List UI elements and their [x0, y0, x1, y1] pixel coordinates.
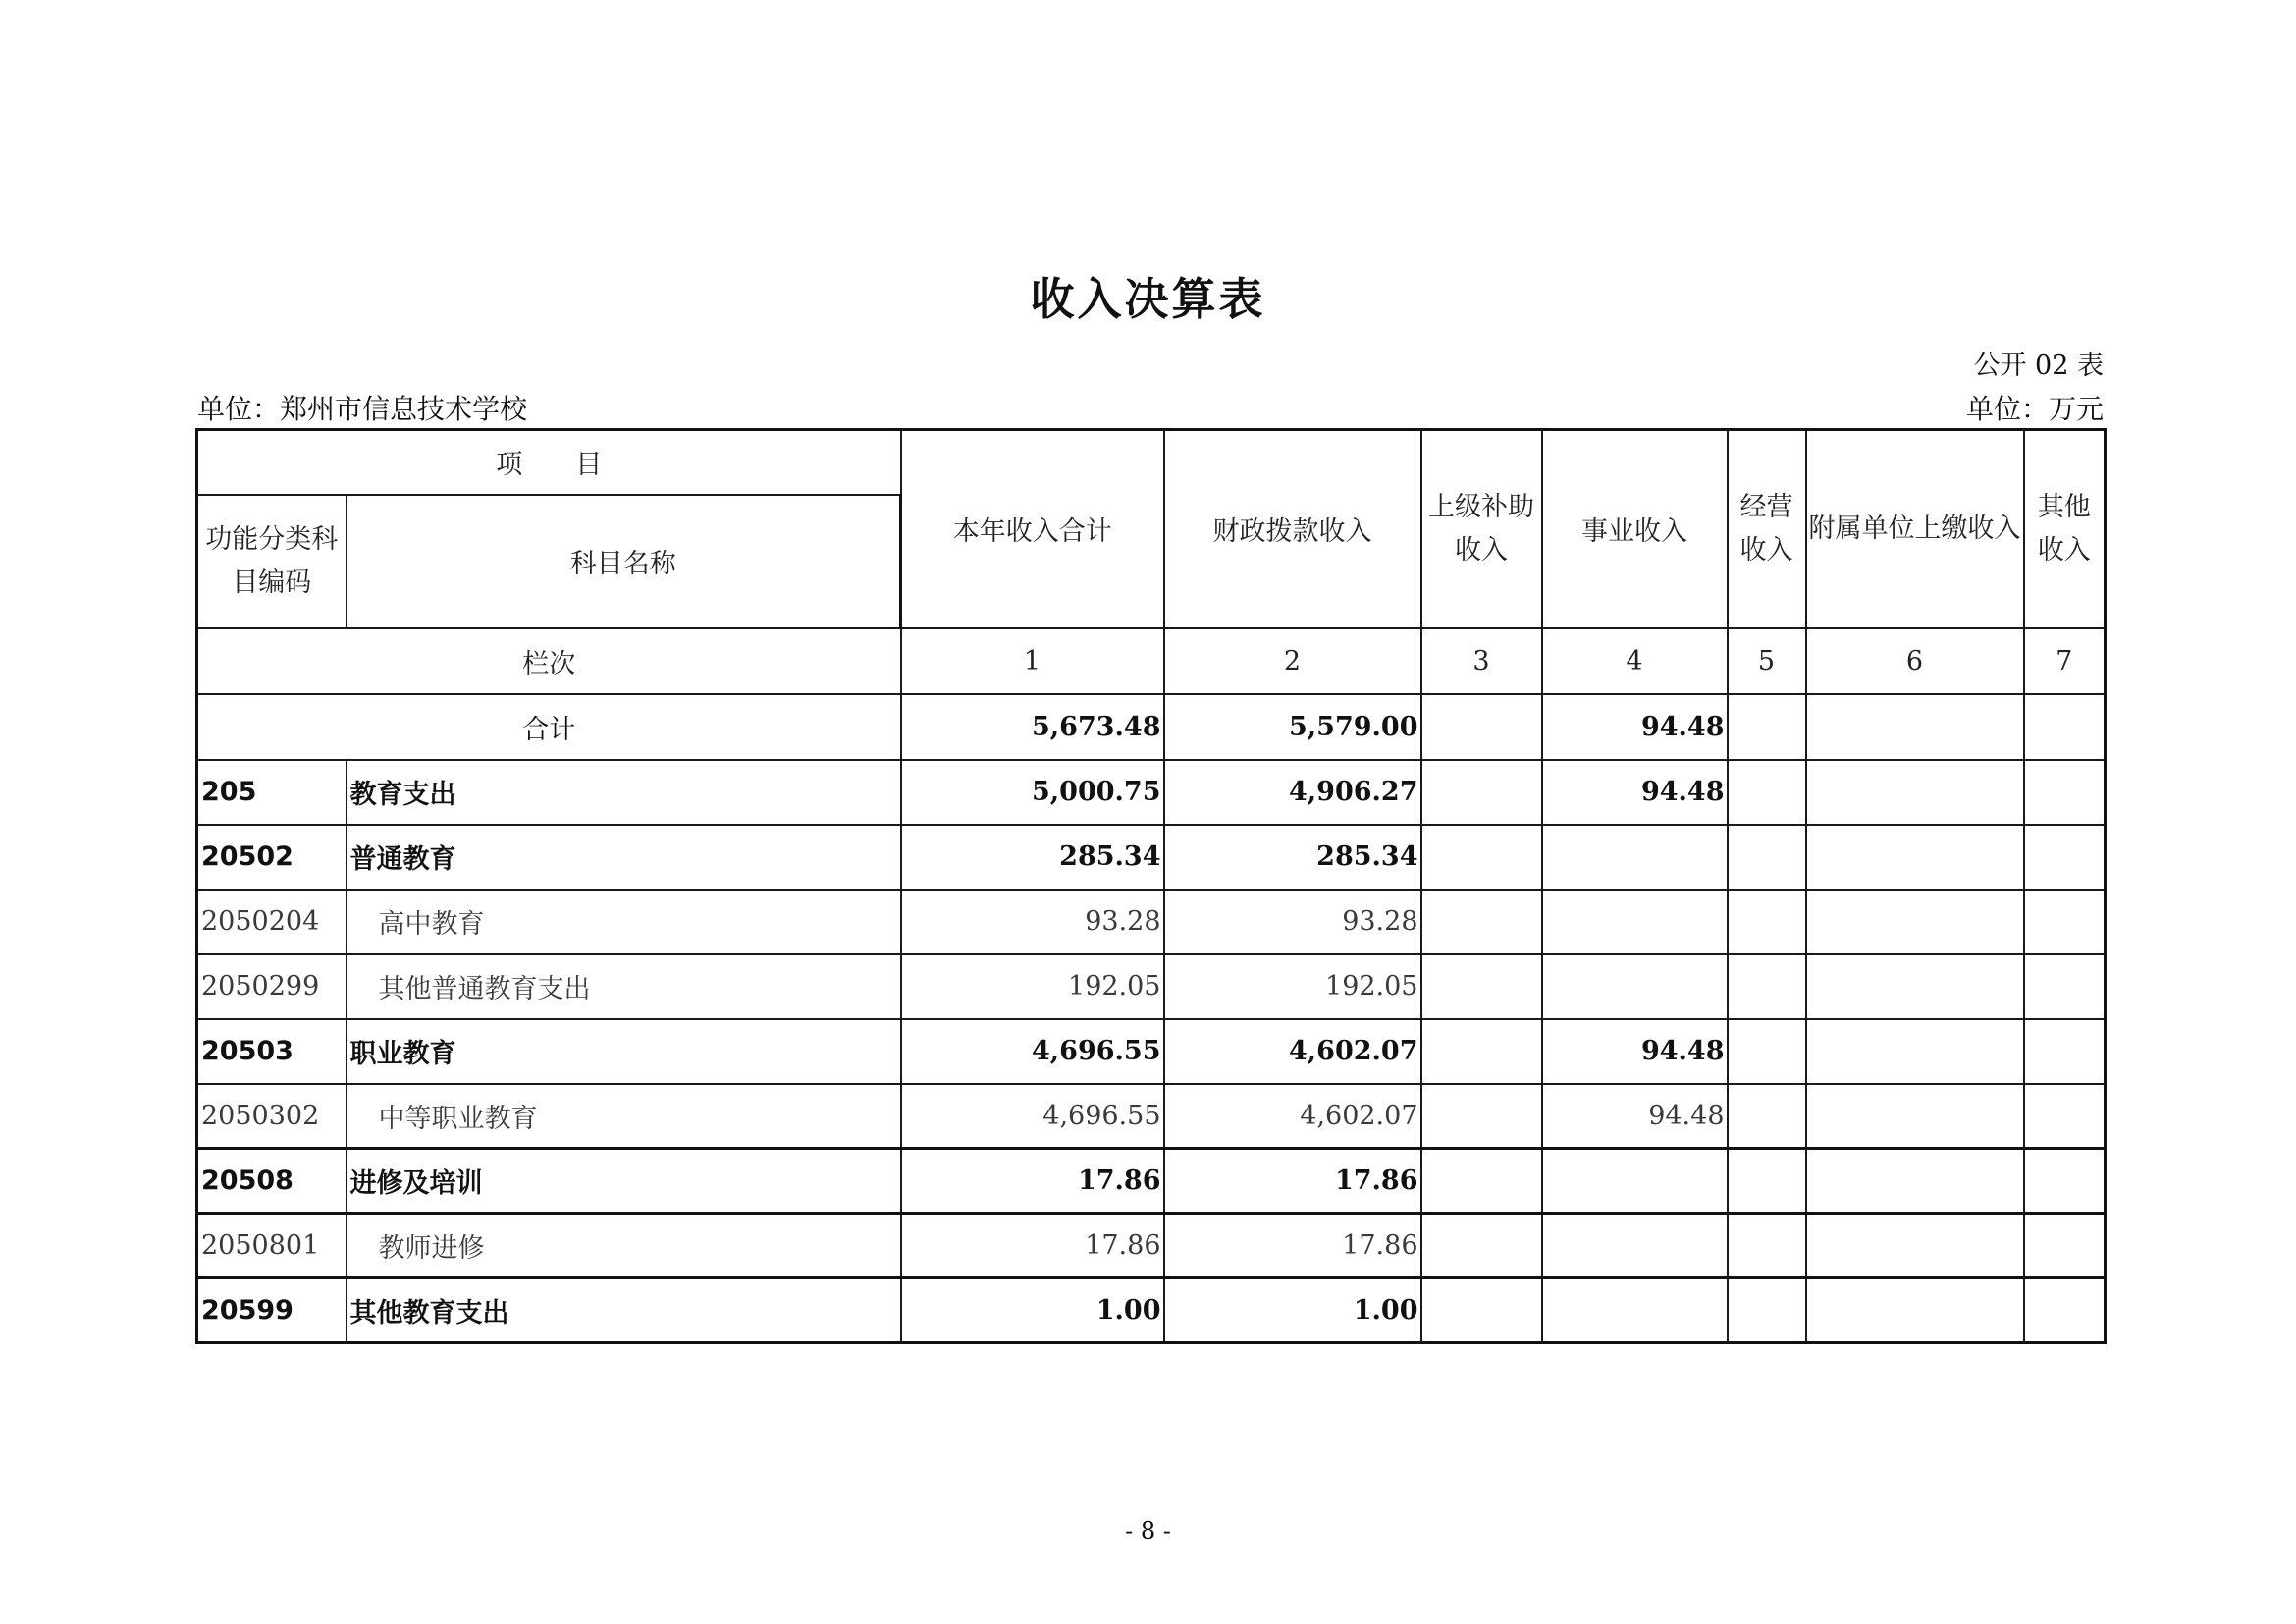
table-row: [197, 890, 2106, 954]
row-code: 20503: [197, 1019, 347, 1084]
income-statement-table: [195, 428, 2107, 1344]
row-c7: [2024, 1019, 2106, 1084]
row-code: 2050204: [197, 890, 347, 954]
row-name: 其他教育支出: [347, 1278, 901, 1343]
row-c2: 17.86: [1164, 1214, 1421, 1278]
form-number: 公开 02 表: [1973, 351, 2104, 381]
header-col1: 本年收入合计: [901, 430, 1164, 628]
row-c6: [1806, 1019, 2024, 1084]
lanci-3: 3: [1421, 628, 1542, 694]
row-c3: [1421, 1019, 1542, 1084]
total-c1: 5,673.48: [901, 694, 1164, 760]
row-c7: [2024, 825, 2106, 890]
header-col2: 财政拨款收入: [1164, 430, 1421, 628]
header-item: 项 目: [197, 430, 901, 495]
lanci-2: 2: [1164, 628, 1421, 694]
page-title: 收入决算表: [1030, 273, 1266, 325]
row-c7: [2024, 1149, 2106, 1214]
table-row: [197, 1149, 2106, 1214]
row-code: 2050299: [197, 954, 347, 1019]
row-c2: 4,602.07: [1164, 1019, 1421, 1084]
row-c1: 192.05: [901, 954, 1164, 1019]
table-row: [197, 1019, 2106, 1084]
table-row: [197, 760, 2106, 825]
lanci-1: 1: [901, 628, 1164, 694]
unit-currency: 单位：万元: [1965, 393, 2104, 425]
row-c4: [1542, 1278, 1728, 1343]
row-c3: [1421, 760, 1542, 825]
row-c4: 94.48: [1542, 1019, 1728, 1084]
header-col4: 事业收入: [1542, 430, 1728, 628]
row-c2: 192.05: [1164, 954, 1421, 1019]
row-c2: 4,906.27: [1164, 760, 1421, 825]
row-code: 20508: [197, 1149, 347, 1214]
header-col6: 附属单位上缴收入: [1806, 430, 2024, 628]
row-code: 20502: [197, 825, 347, 890]
row-c4: [1542, 890, 1728, 954]
row-name: 教育支出: [347, 760, 901, 825]
row-name: 职业教育: [347, 1019, 901, 1084]
row-c3: [1421, 890, 1542, 954]
total-c5: [1728, 694, 1806, 760]
row-c1: 4,696.55: [901, 1084, 1164, 1149]
row-c4: [1542, 1149, 1728, 1214]
row-code: 2050801: [197, 1214, 347, 1278]
lanci-4: 4: [1542, 628, 1728, 694]
row-c6: [1806, 890, 2024, 954]
row-c2: 4,602.07: [1164, 1084, 1421, 1149]
row-c1: 4,696.55: [901, 1019, 1164, 1084]
header-col3: 上级补助收入: [1421, 430, 1542, 628]
row-name: 其他普通教育支出: [347, 954, 901, 1019]
row-c6: [1806, 1149, 2024, 1214]
row-c5: [1728, 1278, 1806, 1343]
unit-organization: 单位：郑州市信息技术学校: [197, 393, 528, 425]
lanci-7: 7: [2024, 628, 2106, 694]
total-c6: [1806, 694, 2024, 760]
header-col5: 经营收入: [1728, 430, 1806, 628]
row-c6: [1806, 1278, 2024, 1343]
row-code: 205: [197, 760, 347, 825]
row-name: 中等职业教育: [347, 1084, 901, 1149]
row-c2: 93.28: [1164, 890, 1421, 954]
header-name: 科目名称: [347, 495, 901, 628]
table-row: [197, 954, 2106, 1019]
row-c7: [2024, 1214, 2106, 1278]
lanci-5: 5: [1728, 628, 1806, 694]
total-c3: [1421, 694, 1542, 760]
lanci-label: 栏次: [197, 628, 901, 694]
row-c5: [1728, 825, 1806, 890]
total-row: [197, 694, 2106, 760]
table-row: [197, 825, 2106, 890]
row-c6: [1806, 760, 2024, 825]
row-c4: [1542, 825, 1728, 890]
row-c3: [1421, 1084, 1542, 1149]
row-c5: [1728, 1149, 1806, 1214]
row-c7: [2024, 890, 2106, 954]
row-c4: 94.48: [1542, 760, 1728, 825]
row-c6: [1806, 1214, 2024, 1278]
row-c4: 94.48: [1542, 1084, 1728, 1149]
row-c7: [2024, 760, 2106, 825]
row-code: 2050302: [197, 1084, 347, 1149]
row-c3: [1421, 1214, 1542, 1278]
row-code: 20599: [197, 1278, 347, 1343]
row-c3: [1421, 954, 1542, 1019]
row-c5: [1728, 760, 1806, 825]
row-c1: 285.34: [901, 825, 1164, 890]
row-c5: [1728, 1084, 1806, 1149]
row-c4: [1542, 954, 1728, 1019]
row-c4: [1542, 1214, 1728, 1278]
row-c7: [2024, 1278, 2106, 1343]
row-c1: 93.28: [901, 890, 1164, 954]
row-c7: [2024, 954, 2106, 1019]
row-c7: [2024, 1084, 2106, 1149]
row-c2: 285.34: [1164, 825, 1421, 890]
row-c5: [1728, 1019, 1806, 1084]
header-col7: 其他收入: [2024, 430, 2106, 628]
page-number: - 8 -: [1125, 1517, 1171, 1544]
table-row: [197, 1278, 2106, 1343]
row-name: 教师进修: [347, 1214, 901, 1278]
row-name: 进修及培训: [347, 1149, 901, 1214]
header-code: 功能分类科目编码: [197, 495, 347, 628]
row-c6: [1806, 825, 2024, 890]
row-c1: 17.86: [901, 1214, 1164, 1278]
row-c1: 1.00: [901, 1278, 1164, 1343]
table-row: [197, 1214, 2106, 1278]
table-row: [197, 1084, 2106, 1149]
row-c3: [1421, 825, 1542, 890]
total-c2: 5,579.00: [1164, 694, 1421, 760]
row-c2: 1.00: [1164, 1278, 1421, 1343]
row-c2: 17.86: [1164, 1149, 1421, 1214]
row-c1: 17.86: [901, 1149, 1164, 1214]
row-name: 高中教育: [347, 890, 901, 954]
lanci-6: 6: [1806, 628, 2024, 694]
row-name: 普通教育: [347, 825, 901, 890]
row-c5: [1728, 954, 1806, 1019]
row-c5: [1728, 890, 1806, 954]
total-c7: [2024, 694, 2106, 760]
row-c6: [1806, 1084, 2024, 1149]
total-label: 合计: [197, 694, 901, 760]
total-c4: 94.48: [1542, 694, 1728, 760]
row-c1: 5,000.75: [901, 760, 1164, 825]
row-c5: [1728, 1214, 1806, 1278]
row-c6: [1806, 954, 2024, 1019]
row-c3: [1421, 1149, 1542, 1214]
row-c3: [1421, 1278, 1542, 1343]
